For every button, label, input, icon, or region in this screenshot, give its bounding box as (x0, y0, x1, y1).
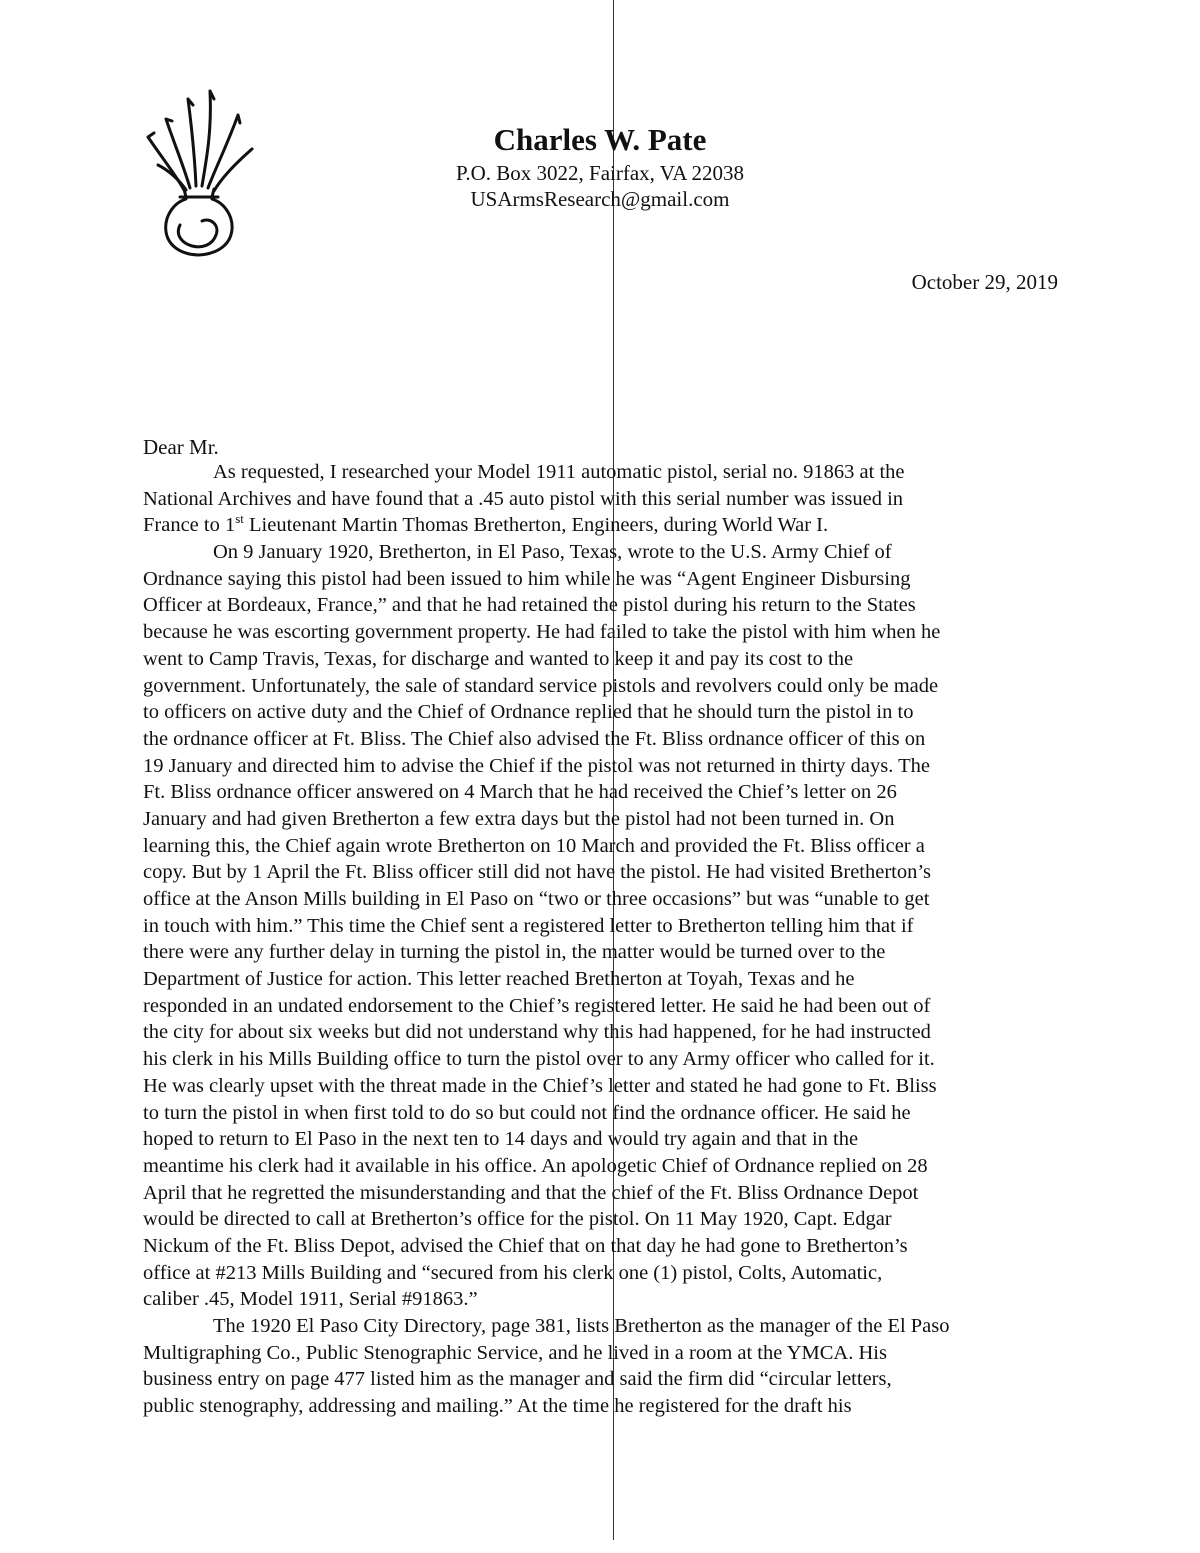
paragraph-2-line: to officers on active duty and the Chief of Ordnance replied that he should turn the pistol in to (143, 701, 914, 724)
paragraph-2-line: January and had given Bretherton a few extra days but the pistol had not been turned in. On (143, 807, 895, 830)
paragraph-2-line: learning this, the Chief again wrote Bretherton on 10 March and provided the Ft. Bliss officer a (143, 834, 925, 857)
sender-email: USArmsResearch@gmail.com (470, 187, 730, 211)
paragraph-2-line: Ordnance saying this pistol had been issued to him while he was “Agent Engineer Disbursing (143, 567, 911, 590)
paragraph-2-line: would be directed to call at Bretherton’s office for the pistol. On 11 May 1920, Capt. Edgar (143, 1208, 892, 1231)
line-text: France to 1 (143, 514, 236, 537)
paragraph-2-line: office at the Anson Mills building in El Paso on “two or three occasions” but was “unable to get (143, 888, 930, 910)
paragraph-2-line: hoped to return to El Paso in the next ten to 14 days and would try again and that in the (143, 1128, 859, 1151)
paragraph-2-line: He was clearly upset with the threat made in the Chief’s letter and stated he had gone to Ft. Bliss (143, 1074, 937, 1097)
paragraph-3-line: business entry on page 477 listed him as the manager and said the firm did “circular letters, (143, 1368, 892, 1391)
paragraph-2-line: office at #213 Mills Building and “secured from his clerk one (1) pistol, Colts, Automatic, (143, 1261, 883, 1284)
paragraph-2-line: the ordnance officer at Ft. Bliss. The Chief also advised the Ft. Bliss ordnance officer of this on (143, 727, 926, 750)
paragraph-2-line: copy. But by 1 April the Ft. Bliss officer still did not have the pistol. He had visited Bretherton’s (143, 861, 932, 884)
paragraph-1-line (143, 512, 1063, 539)
paragraph-2-line: government. Unfortunately, the sale of standard service pistols and revolvers could only be made (143, 674, 939, 697)
paragraph-2-line: Nickum of the Ft. Bliss Depot, advised the Chief that on that day he had gone to Bretherton’s (143, 1234, 908, 1257)
paragraph-3-line: Multigraphing Co., Public Stenographic Service, and he lived in a room at the YMCA. His (143, 1341, 887, 1364)
paragraph-2-line: there were any further delay in turning the pistol in, the matter would be turned over to the (143, 941, 886, 964)
paragraph-2-line: the city for about six weeks but did not understand why this had happened, for he had instructed (143, 1021, 931, 1044)
paragraph-2-line: because he was escorting government property. He had failed to take the pistol with him when he (143, 621, 941, 644)
sender-name: Charles W. Pate (493, 122, 707, 157)
paragraph-2-line: meantime his clerk had it available in his office. An apologetic Chief of Ordnance replied on 28 (143, 1154, 928, 1177)
paragraph-3-line: The 1920 El Paso City Directory, page 381, lists Bretherton as the manager of the El Paso (213, 1315, 950, 1337)
paragraph-2-line: On 9 January 1920, Bretherton, in El Paso, Texas, wrote to the U.S. Army Chief of (213, 541, 892, 564)
ordinal-suffix: st (235, 512, 244, 527)
line-text: Lieutenant Martin Thomas Bretherton, Engineers, during World War I. (243, 514, 829, 537)
paragraph-1-line: National Archives and have found that a .45 auto pistol with this serial number was issued in (143, 487, 904, 510)
paragraph-2-line: responded in an undated endorsement to the Chief’s registered letter. He said he had been out of (143, 994, 931, 1017)
paragraph-2-line: caliber .45, Model 1911, Serial #91863.” (143, 1288, 478, 1311)
paragraph-2-line: Officer at Bordeaux, France,” and that he had retained the pistol during his return to the States (143, 594, 916, 617)
sender-address: P.O. Box 3022, Fairfax, VA 22038 (455, 161, 744, 185)
paragraph-2-line: to turn the pistol in when first told to do so but could not find the ordnance officer. He said he (143, 1101, 911, 1124)
paragraph-1-line: As requested, I researched your Model 1911 automatic pistol, serial no. 91863 at the (213, 461, 905, 483)
paragraph-2-line: Ft. Bliss ordnance officer answered on 4 March that he had received the Chief’s letter on 26 (143, 781, 897, 804)
paragraph-2-line: his clerk in his Mills Building office to turn the pistol over to any Army officer who called for it. (143, 1048, 935, 1071)
paragraph-2-line: Department of Justice for action. This letter reached Bretherton at Toyah, Texas and he (143, 968, 855, 991)
paragraph-2-line: 19 January and directed him to advise the Chief if the pistol was not returned in thirty days. The (143, 754, 930, 777)
paragraph-2-line: April that he regretted the misunderstanding and that the chief of the Ft. Bliss Ordnance Depot (143, 1181, 919, 1204)
letter-date: October 29, 2019 (911, 270, 1058, 294)
letterhead (300, 120, 900, 212)
paragraph-2-line: in touch with him.” This time the Chief sent a registered letter to Bretherton telling him that if (143, 914, 914, 937)
paragraph-2-line: went to Camp Travis, Texas, for discharge and wanted to keep it and pay its cost to the (143, 647, 854, 670)
paragraph-3-line: public stenography, addressing and mailing.” At the time he registered for the draft his (143, 1395, 852, 1418)
salutation: Dear Mr. (143, 435, 219, 459)
letter-body (143, 459, 1063, 1420)
flaming-grenade-icon (140, 85, 258, 260)
